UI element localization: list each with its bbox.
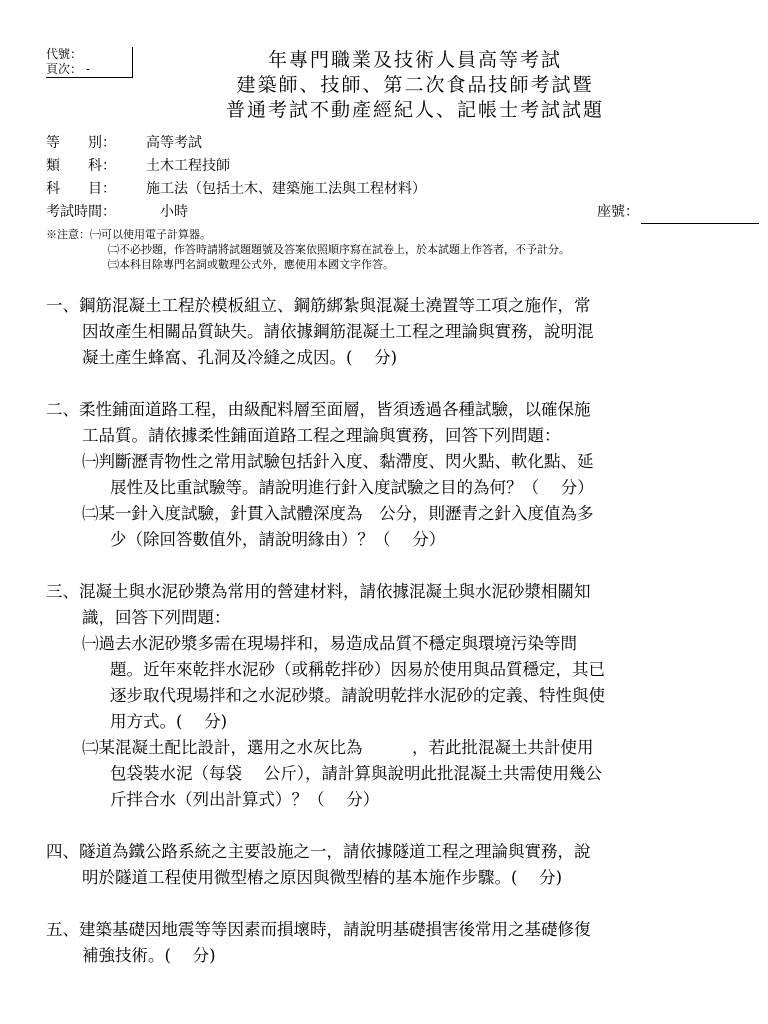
meta-label: 等 別：	[46, 135, 116, 151]
meta-value: 小時	[146, 204, 188, 220]
question-line: 明於隧道工程使用微型樁之原因與微型樁的基本施作步驟。( 分)	[82, 868, 563, 887]
meta-value: 高等考試	[146, 135, 202, 151]
question-3	[46, 579, 731, 813]
meta-label: 科 目：	[46, 181, 116, 197]
note-item: ㈢本科目除專門名詞或數理公式外，應使用本國文字作答。	[108, 258, 394, 271]
question-line: 三、混凝土與水泥砂漿為常用的營建材料，請依據混凝土與水泥砂漿相關知	[46, 582, 591, 601]
meta-row-level	[46, 132, 746, 155]
meta-value: 施工法（包括土木、建築施工法與工程材料）	[146, 181, 426, 197]
title-line-2: 建築師、技師、第二次食品技師考試暨	[236, 74, 594, 96]
question-4	[46, 839, 731, 891]
question-line: 凝土產生蜂窩、孔洞及冷縫之成因。( 分)	[82, 348, 398, 367]
sub-question-line: 少（除回答數值外，請說明緣由）？（ 分）	[110, 530, 446, 549]
code-label: 代號：	[46, 47, 83, 61]
seat-line	[641, 208, 759, 224]
question-line: 因故產生相關品質缺失。請依據鋼筋混凝土工程之理論與實務，說明混	[82, 322, 594, 341]
sub-question-line: ㈠判斷瀝青物性之常用試驗包括針入度、黏滯度、閃火點、軟化點、延	[82, 452, 594, 471]
page-label: 頁次： -	[46, 62, 90, 76]
seat-label: 座號：	[597, 204, 639, 220]
meta-value: 土木工程技師	[146, 158, 230, 174]
question-line: 工品質。請依據柔性鋪面道路工程之理論與實務，回答下列問題：	[82, 426, 561, 445]
question-line: 一、鋼筋混凝土工程於模板組立、鋼筋綁紮與混凝土澆置等工項之施作，常	[46, 296, 591, 315]
exam-notes	[46, 227, 570, 272]
meta-row-subject	[46, 178, 746, 201]
question-line: 四、隧道為鐵公路系統之主要設施之一，請依據隧道工程之理論與實務，說	[46, 842, 591, 861]
title-line-1: 年專門職業及技術人員高等考試	[267, 49, 562, 71]
exam-meta	[46, 132, 746, 224]
sub-question-line: 逐步取代現場拌和之水泥砂漿。請說明乾拌水泥砂的定義、特性與使	[110, 686, 605, 705]
question-line: 五、建築基礎因地震等等因素而損壞時，請說明基礎損害後常用之基礎修復	[46, 920, 591, 939]
question-list	[46, 293, 731, 995]
note-lead: ※注意：㈠可以使用電子計算器。	[46, 228, 211, 241]
sub-question-line: ㈠過去水泥砂漿多需在現場拌和，易造成品質不穩定與環境污染等問	[82, 634, 577, 653]
sub-question-line: 題。近年來乾拌水泥砂（或稱乾拌砂）因易於使用與品質穩定，其已	[110, 660, 605, 679]
question-line: 補強技術。( 分)	[82, 946, 216, 965]
code-box-frame	[46, 47, 133, 78]
question-line: 二、柔性鋪面道路工程，由級配料層至面層，皆須透過各種試驗，以確保施	[46, 400, 591, 419]
seat-number	[597, 201, 759, 224]
question-1	[46, 293, 731, 371]
sub-question-line: ㈡某一針入度試驗，針貫入試體深度為 公分，則瀝青之針入度值為多	[82, 504, 594, 523]
meta-label: 類 科：	[46, 158, 116, 174]
meta-row-category	[46, 155, 746, 178]
note-item: ㈡不必抄題，作答時請將試題題號及答案依照順序寫在試卷上，於本試題上作答者，不予計分。	[108, 243, 570, 256]
sub-question-line: 包袋裝水泥（每袋 公斤），請計算與說明此批混凝土共需使用幾公	[110, 764, 602, 783]
sub-question-line: 展性及比重試驗等。請說明進行針入度試驗之目的為何？（ 分）	[110, 478, 594, 497]
code-box	[46, 47, 90, 77]
sub-question-line: ㈡某混凝土配比設計，選用之水灰比為 ，若此批混凝土共計使用	[82, 738, 594, 757]
title-line-3: 普通考試不動產經紀人、記帳士考試試題	[225, 99, 604, 121]
meta-label: 考試時間：	[46, 204, 116, 220]
sub-question-line: 斤拌合水（列出計算式）？（ 分）	[110, 790, 380, 809]
meta-row-time	[46, 201, 746, 224]
sub-question-line: 用方式。( 分)	[110, 712, 228, 731]
exam-title	[150, 48, 680, 123]
question-2	[46, 397, 731, 553]
question-line: 識，回答下列問題：	[82, 608, 231, 627]
question-5	[46, 917, 731, 969]
